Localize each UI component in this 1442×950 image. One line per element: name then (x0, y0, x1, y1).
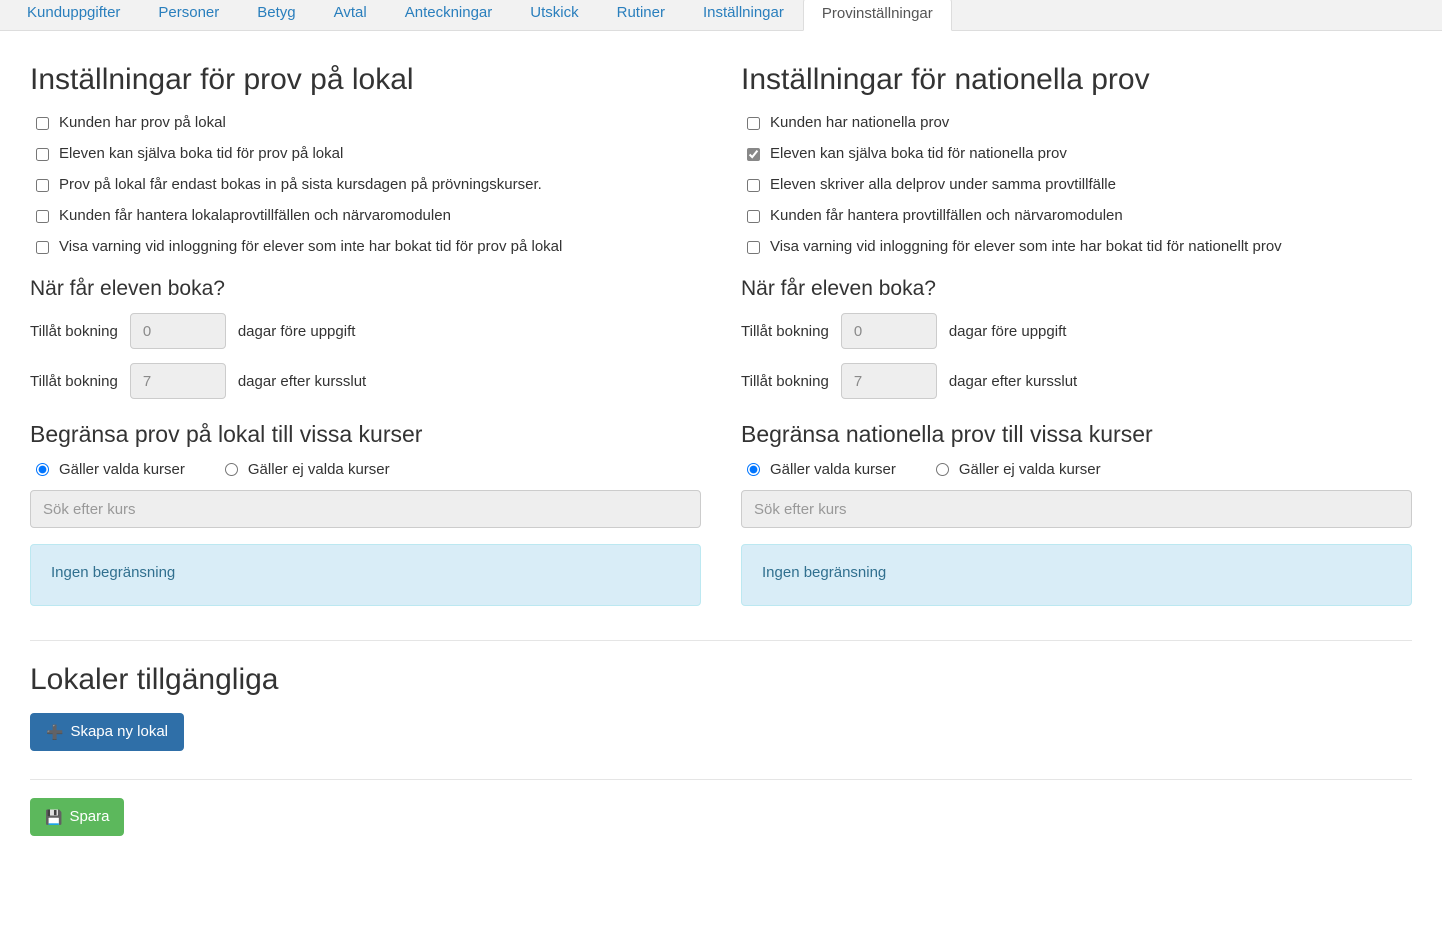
national-booking-prefix-0: Tillåt bokning (741, 322, 829, 340)
national-booking-row-before (741, 313, 1412, 349)
national-booking-suffix-0: dagar före uppgift (948, 322, 1067, 340)
checkbox-label-local-4: Visa varning vid inloggning för elever som inte har bokat tid för prov på lokal (59, 238, 563, 255)
local-no-limit-info: Ingen begränsning (30, 544, 701, 606)
tab-avtal[interactable]: Avtal (333, 4, 367, 21)
radio-local-unselected-courses[interactable] (219, 461, 390, 478)
save-button[interactable] (30, 798, 124, 836)
national-booking-prefix-1: Tillåt bokning (741, 372, 829, 390)
local-booking-suffix-1: dagar efter kursslut (237, 372, 367, 390)
checkbox-national-login-warning[interactable] (747, 241, 760, 254)
local-exam-settings-column (30, 49, 701, 606)
radio-label-national-1: Gäller ej valda kurser (958, 461, 1101, 478)
tab-kunduppgifter[interactable]: Kunduppgifter (27, 4, 121, 21)
checkbox-row-local-4[interactable] (30, 237, 701, 257)
national-booking-suffix-1: dagar efter kursslut (948, 372, 1078, 390)
radio-national-unselected-courses[interactable] (930, 461, 1101, 478)
local-booking-row-before (30, 313, 701, 349)
radio-input-local-unselected[interactable] (225, 463, 238, 476)
settings-panel (0, 31, 1442, 950)
national-booking-row-after (741, 363, 1412, 399)
save-spacer (30, 788, 1412, 798)
checkbox-national-has-exam[interactable] (747, 117, 760, 130)
checkbox-local-student-books[interactable] (36, 148, 49, 161)
national-exam-title: Inställningar för nationella prov (741, 63, 1150, 96)
checkbox-national-same-session[interactable] (747, 179, 760, 192)
national-exam-settings-column (741, 49, 1412, 606)
checkbox-row-national-2[interactable] (741, 175, 1412, 195)
national-days-after-input[interactable] (841, 363, 937, 399)
floppy-disk-icon: 💾 (45, 809, 63, 825)
local-booking-row-after (30, 363, 701, 399)
radio-input-national-unselected[interactable] (936, 463, 949, 476)
local-booking-title: När får eleven boka? (30, 277, 225, 300)
tab-betyg[interactable]: Betyg (257, 4, 296, 21)
tab-rutiner[interactable]: Rutiner (616, 4, 665, 21)
radio-label-local-1: Gäller ej valda kurser (247, 461, 390, 478)
radio-label-local-0: Gäller valda kurser (59, 461, 185, 478)
checkbox-local-login-warning[interactable] (36, 241, 49, 254)
local-limit-title: Begränsa prov på lokal till vissa kurser (30, 421, 423, 447)
checkbox-label-local-3: Kunden får hantera lokalaprovtillfällen och närvaromodulen (59, 207, 451, 224)
local-booking-prefix-1: Tillåt bokning (30, 372, 118, 390)
checkbox-national-manage-sessions[interactable] (747, 210, 760, 223)
tab-provinstallningar[interactable]: Provinställningar (803, 0, 952, 31)
venues-title: Lokaler tillgängliga (30, 663, 279, 696)
checkbox-label-national-2: Eleven skriver alla delprov under samma provtillfälle (770, 176, 1116, 193)
save-section (30, 780, 1412, 836)
national-no-limit-info: Ingen begränsning (741, 544, 1412, 606)
checkbox-label-national-3: Kunden får hantera provtillfällen och närvaromodulen (770, 207, 1123, 224)
create-venue-button-label: Skapa ny lokal (70, 723, 168, 740)
checkbox-local-has-exam[interactable] (36, 117, 49, 130)
radio-local-selected-courses[interactable] (30, 461, 185, 478)
checkbox-label-national-4: Visa varning vid inloggning för elever som inte har bokat tid för nationellt prov (770, 238, 1282, 255)
local-exam-title: Inställningar för prov på lokal (30, 63, 414, 96)
local-booking-suffix-0: dagar före uppgift (237, 322, 356, 340)
local-booking-prefix-0: Tillåt bokning (30, 322, 118, 340)
checkbox-row-national-1[interactable] (741, 144, 1412, 164)
local-days-after-input[interactable] (130, 363, 226, 399)
national-limit-title: Begränsa nationella prov till vissa kurser (741, 421, 1153, 447)
checkbox-row-national-4[interactable] (741, 237, 1412, 257)
checkbox-row-local-3[interactable] (30, 206, 701, 226)
radio-label-national-0: Gäller valda kurser (770, 461, 896, 478)
national-course-filter-radios (741, 461, 1412, 478)
checkbox-row-national-0[interactable] (741, 113, 1412, 133)
radio-input-national-selected[interactable] (747, 463, 760, 476)
checkbox-label-national-0: Kunden har nationella prov (770, 114, 950, 131)
local-days-before-input[interactable] (130, 313, 226, 349)
settings-columns (30, 49, 1412, 606)
checkbox-row-local-0[interactable] (30, 113, 701, 133)
save-button-label: Spara (69, 808, 110, 825)
plus-circle-icon: ➕ (46, 724, 64, 740)
main-tab-bar (0, 0, 1442, 31)
tab-personer[interactable]: Personer (158, 4, 220, 21)
local-course-filter-radios (30, 461, 701, 478)
checkbox-label-local-1: Eleven kan själva boka tid för prov på lokal (59, 145, 344, 162)
checkbox-row-national-3[interactable] (741, 206, 1412, 226)
national-course-search-input[interactable] (741, 490, 1412, 528)
local-course-search-input[interactable] (30, 490, 701, 528)
checkbox-label-local-2: Prov på lokal får endast bokas in på sista kursdagen på prövningskurser. (59, 176, 542, 193)
tab-anteckningar[interactable]: Anteckningar (404, 4, 493, 21)
checkbox-local-last-day-only[interactable] (36, 179, 49, 192)
checkbox-label-national-1: Eleven kan själva boka tid för nationella prov (770, 145, 1067, 162)
radio-national-selected-courses[interactable] (741, 461, 896, 478)
tab-utskick[interactable]: Utskick (530, 4, 579, 21)
national-booking-title: När får eleven boka? (741, 277, 936, 300)
radio-input-local-selected[interactable] (36, 463, 49, 476)
national-days-before-input[interactable] (841, 313, 937, 349)
checkbox-row-local-2[interactable] (30, 175, 701, 195)
venues-section (30, 641, 1412, 751)
checkbox-label-local-0: Kunden har prov på lokal (59, 114, 226, 131)
create-venue-button[interactable] (30, 713, 184, 751)
checkbox-local-manage-sessions[interactable] (36, 210, 49, 223)
checkbox-row-local-1[interactable] (30, 144, 701, 164)
tab-installningar[interactable]: Inställningar (702, 4, 784, 21)
checkbox-national-student-books[interactable] (747, 148, 760, 161)
